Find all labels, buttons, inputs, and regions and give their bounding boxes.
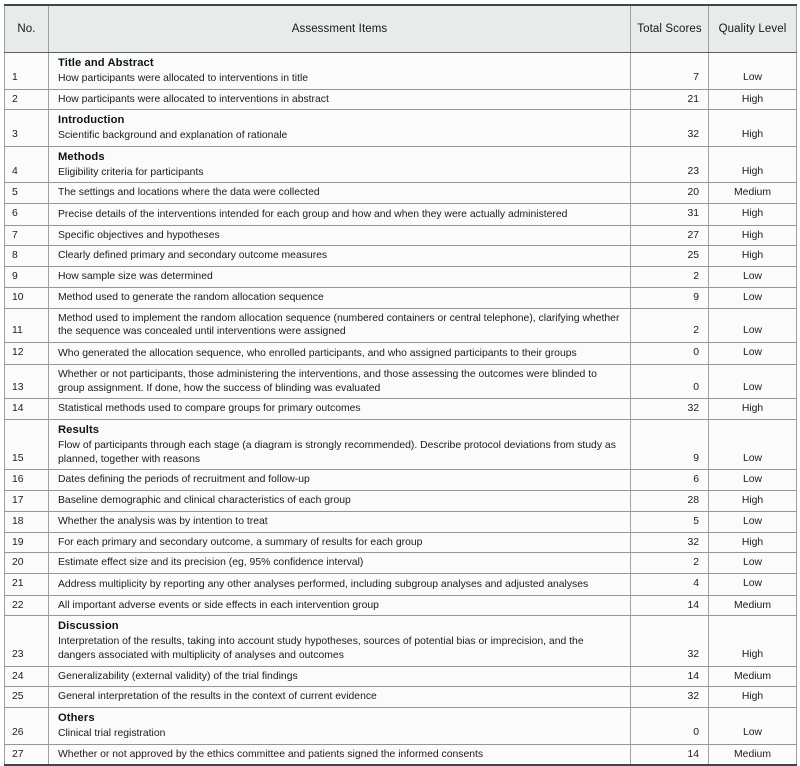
total-score-value: 32 bbox=[631, 532, 709, 553]
row-number: 14 bbox=[5, 399, 49, 420]
assessment-item-text: Scientific background and explanation of rationale bbox=[58, 130, 288, 142]
assessment-item-text: Interpretation of the results, taking into account study hypotheses, sources of potential bias or imprecision, and the dangers associated with multiplicity of analyses and outcomes bbox=[58, 636, 584, 661]
assessment-item-cell bbox=[49, 89, 631, 110]
assessment-item-text: Whether or not approved by the ethics committee and patients signed the informed consents bbox=[58, 748, 484, 760]
total-score-value: 0 bbox=[631, 343, 709, 365]
table-row bbox=[5, 553, 797, 574]
assessment-item-text: The settings and locations where the data were collected bbox=[58, 187, 320, 199]
assessment-item-cell bbox=[49, 267, 631, 288]
row-number: 18 bbox=[5, 511, 49, 532]
assessment-item-text: Method used to implement the random allocation sequence (numbered containers or central telephone), clarifying whether the sequence was concealed until interventions were assigned bbox=[58, 312, 620, 338]
assessment-item-cell bbox=[49, 364, 631, 398]
table-row bbox=[5, 308, 797, 342]
row-number: 1 bbox=[5, 53, 49, 90]
quality-level-value: High bbox=[709, 399, 797, 420]
total-score-value: 32 bbox=[631, 399, 709, 420]
assessment-item-cell bbox=[49, 511, 631, 532]
quality-level-value: High bbox=[709, 246, 797, 267]
assessment-item-cell bbox=[49, 708, 631, 745]
quality-level-value: High bbox=[709, 110, 797, 147]
assessment-item-text: All important adverse events or side effects in each intervention group bbox=[58, 599, 379, 611]
assessment-item-text: Address multiplicity by reporting any other analyses performed, including subgroup analyses and adjusted analyses bbox=[58, 578, 589, 590]
total-score-value: 7 bbox=[631, 53, 709, 90]
table-row bbox=[5, 666, 797, 687]
assessment-item-text: Clearly defined primary and secondary outcome measures bbox=[58, 250, 328, 262]
assessment-item-text: General interpretation of the results in the context of current evidence bbox=[58, 691, 377, 703]
row-number: 27 bbox=[5, 744, 49, 765]
assessment-item-text: Generalizability (external validity) of the trial findings bbox=[58, 670, 298, 682]
table-row bbox=[5, 267, 797, 288]
assessment-item-cell bbox=[49, 146, 631, 183]
assessment-item-cell bbox=[49, 553, 631, 574]
quality-level-value: Low bbox=[709, 343, 797, 365]
assessment-item-text: Baseline demographic and clinical characteristics of each group bbox=[58, 495, 351, 507]
table-row bbox=[5, 287, 797, 308]
quality-level-value: High bbox=[709, 616, 797, 666]
table-row bbox=[5, 616, 797, 666]
row-number: 23 bbox=[5, 616, 49, 666]
total-score-value: 14 bbox=[631, 666, 709, 687]
row-number: 6 bbox=[5, 204, 49, 226]
assessment-item-text: How participants were allocated to interventions in title bbox=[58, 72, 309, 84]
quality-level-value: High bbox=[709, 204, 797, 226]
table-row bbox=[5, 708, 797, 745]
table-row bbox=[5, 491, 797, 512]
table-row bbox=[5, 744, 797, 765]
total-score-value: 32 bbox=[631, 616, 709, 666]
assessment-item-cell bbox=[49, 308, 631, 342]
assessment-item-text: Method used to generate the random allocation sequence bbox=[58, 291, 324, 303]
total-score-value: 9 bbox=[631, 287, 709, 308]
assessment-item-cell bbox=[49, 287, 631, 308]
total-score-value: 5 bbox=[631, 511, 709, 532]
total-score-value: 20 bbox=[631, 183, 709, 204]
total-score-value: 31 bbox=[631, 204, 709, 226]
table-row bbox=[5, 595, 797, 616]
table-row bbox=[5, 89, 797, 110]
row-number: 11 bbox=[5, 308, 49, 342]
assessment-item-text: Who generated the allocation sequence, who enrolled participants, and who assigned participants to their groups bbox=[58, 347, 577, 359]
assessment-item-text: Specific objectives and hypotheses bbox=[58, 229, 220, 241]
table-header-row bbox=[5, 5, 797, 53]
assessment-item-cell bbox=[49, 574, 631, 596]
table-row bbox=[5, 470, 797, 491]
quality-level-value: Low bbox=[709, 470, 797, 491]
quality-level-value: High bbox=[709, 532, 797, 553]
assessment-item-cell bbox=[49, 687, 631, 708]
assessment-item-cell bbox=[49, 225, 631, 246]
row-number: 13 bbox=[5, 364, 49, 398]
assessment-item-text: Precise details of the interventions intended for each group and how and when they were actually administered bbox=[58, 208, 568, 220]
assessment-item-cell bbox=[49, 491, 631, 512]
total-score-value: 25 bbox=[631, 246, 709, 267]
row-number: 9 bbox=[5, 267, 49, 288]
assessment-item-text: Estimate effect size and its precision (eg, 95% confidence interval) bbox=[58, 557, 364, 569]
table-row bbox=[5, 420, 797, 470]
row-number: 20 bbox=[5, 553, 49, 574]
assessment-item-cell bbox=[49, 420, 631, 470]
total-score-value: 14 bbox=[631, 744, 709, 765]
quality-level-value: Low bbox=[709, 420, 797, 470]
quality-level-value: Medium bbox=[709, 666, 797, 687]
total-score-value: 27 bbox=[631, 225, 709, 246]
assessment-item-cell bbox=[49, 183, 631, 204]
assessment-item-text: How sample size was determined bbox=[58, 271, 213, 283]
assessment-item-cell bbox=[49, 666, 631, 687]
assessment-item-text: Clinical trial registration bbox=[58, 727, 166, 739]
section-title: Results bbox=[58, 424, 100, 437]
row-number: 22 bbox=[5, 595, 49, 616]
assessment-item-text: Whether the analysis was by intention to treat bbox=[58, 515, 268, 527]
column-header-total-scores: Total Scores bbox=[631, 5, 709, 53]
section-title: Discussion bbox=[58, 620, 119, 633]
assessment-item-cell bbox=[49, 595, 631, 616]
total-score-value: 4 bbox=[631, 574, 709, 596]
assessment-item-cell bbox=[49, 110, 631, 147]
quality-level-value: High bbox=[709, 687, 797, 708]
row-number: 24 bbox=[5, 666, 49, 687]
table-row bbox=[5, 532, 797, 553]
quality-level-value: Low bbox=[709, 553, 797, 574]
row-number: 4 bbox=[5, 146, 49, 183]
assessment-item-cell bbox=[49, 470, 631, 491]
assessment-item-cell bbox=[49, 343, 631, 365]
quality-level-value: Low bbox=[709, 708, 797, 745]
row-number: 26 bbox=[5, 708, 49, 745]
assessment-item-text: Whether or not participants, those administering the interventions, and those assessing the outcomes were blinded to group assignment. If done, how the success of blinding was evaluated bbox=[58, 368, 597, 394]
assessment-item-text: Dates defining the periods of recruitment and follow-up bbox=[58, 474, 310, 486]
assessment-item-cell bbox=[49, 532, 631, 553]
quality-level-value: Medium bbox=[709, 183, 797, 204]
assessment-item-cell bbox=[49, 204, 631, 226]
row-number: 8 bbox=[5, 246, 49, 267]
quality-level-value: Low bbox=[709, 364, 797, 398]
total-score-value: 6 bbox=[631, 470, 709, 491]
row-number: 10 bbox=[5, 287, 49, 308]
table-row bbox=[5, 183, 797, 204]
column-header-no: No. bbox=[5, 5, 49, 53]
total-score-value: 32 bbox=[631, 687, 709, 708]
quality-level-value: Medium bbox=[709, 595, 797, 616]
table-row bbox=[5, 687, 797, 708]
assessment-item-cell bbox=[49, 616, 631, 666]
quality-level-value: High bbox=[709, 491, 797, 512]
section-title: Methods bbox=[58, 150, 105, 163]
assessment-item-text: How participants were allocated to interventions in abstract bbox=[58, 93, 329, 105]
table-header bbox=[5, 5, 797, 53]
quality-level-value: High bbox=[709, 146, 797, 183]
quality-level-value: Low bbox=[709, 574, 797, 596]
quality-level-value: Low bbox=[709, 511, 797, 532]
total-score-value: 14 bbox=[631, 595, 709, 616]
quality-level-value: High bbox=[709, 225, 797, 246]
assessment-item-cell bbox=[49, 744, 631, 765]
row-number: 2 bbox=[5, 89, 49, 110]
quality-level-value: Low bbox=[709, 308, 797, 342]
assessment-items-table bbox=[4, 4, 797, 766]
table-row bbox=[5, 146, 797, 183]
row-number: 16 bbox=[5, 470, 49, 491]
row-number: 7 bbox=[5, 225, 49, 246]
total-score-value: 2 bbox=[631, 308, 709, 342]
row-number: 5 bbox=[5, 183, 49, 204]
table-row bbox=[5, 511, 797, 532]
quality-level-value: Low bbox=[709, 267, 797, 288]
quality-level-value: Medium bbox=[709, 744, 797, 765]
total-score-value: 23 bbox=[631, 146, 709, 183]
row-number: 15 bbox=[5, 420, 49, 470]
row-number: 12 bbox=[5, 343, 49, 365]
table-row bbox=[5, 343, 797, 365]
assessment-item-cell bbox=[49, 53, 631, 90]
table-row bbox=[5, 574, 797, 596]
quality-level-value: Low bbox=[709, 287, 797, 308]
total-score-value: 0 bbox=[631, 364, 709, 398]
assessment-item-text: Eligibility criteria for participants bbox=[58, 166, 204, 178]
assessment-item-text: Statistical methods used to compare groups for primary outcomes bbox=[58, 403, 361, 415]
section-title: Title and Abstract bbox=[58, 57, 154, 69]
total-score-value: 28 bbox=[631, 491, 709, 512]
row-number: 25 bbox=[5, 687, 49, 708]
assessment-item-text: Flow of participants through each stage (a diagram is strongly recommended). Describe protocol deviations from study as planned, together with reasons bbox=[58, 439, 616, 465]
column-header-quality-level: Quality Level bbox=[709, 5, 797, 53]
row-number: 17 bbox=[5, 491, 49, 512]
column-header-assessment-items: Assessment Items bbox=[49, 5, 631, 53]
total-score-value: 21 bbox=[631, 89, 709, 110]
table-row bbox=[5, 364, 797, 398]
table-row bbox=[5, 110, 797, 147]
assessment-item-cell bbox=[49, 399, 631, 420]
total-score-value: 2 bbox=[631, 267, 709, 288]
total-score-value: 32 bbox=[631, 110, 709, 147]
assessment-item-cell bbox=[49, 246, 631, 267]
total-score-value: 9 bbox=[631, 420, 709, 470]
row-number: 3 bbox=[5, 110, 49, 147]
row-number: 19 bbox=[5, 532, 49, 553]
row-number: 21 bbox=[5, 574, 49, 596]
table-row bbox=[5, 53, 797, 90]
table-body bbox=[5, 53, 797, 766]
quality-level-value: High bbox=[709, 89, 797, 110]
total-score-value: 0 bbox=[631, 708, 709, 745]
table-row bbox=[5, 204, 797, 226]
section-title: Introduction bbox=[58, 114, 125, 127]
table-row bbox=[5, 399, 797, 420]
section-title: Others bbox=[58, 712, 95, 725]
quality-level-value: Low bbox=[709, 53, 797, 90]
assessment-item-text: For each primary and secondary outcome, a summary of results for each group bbox=[58, 536, 423, 548]
table-row bbox=[5, 225, 797, 246]
total-score-value: 2 bbox=[631, 553, 709, 574]
table-row bbox=[5, 246, 797, 267]
